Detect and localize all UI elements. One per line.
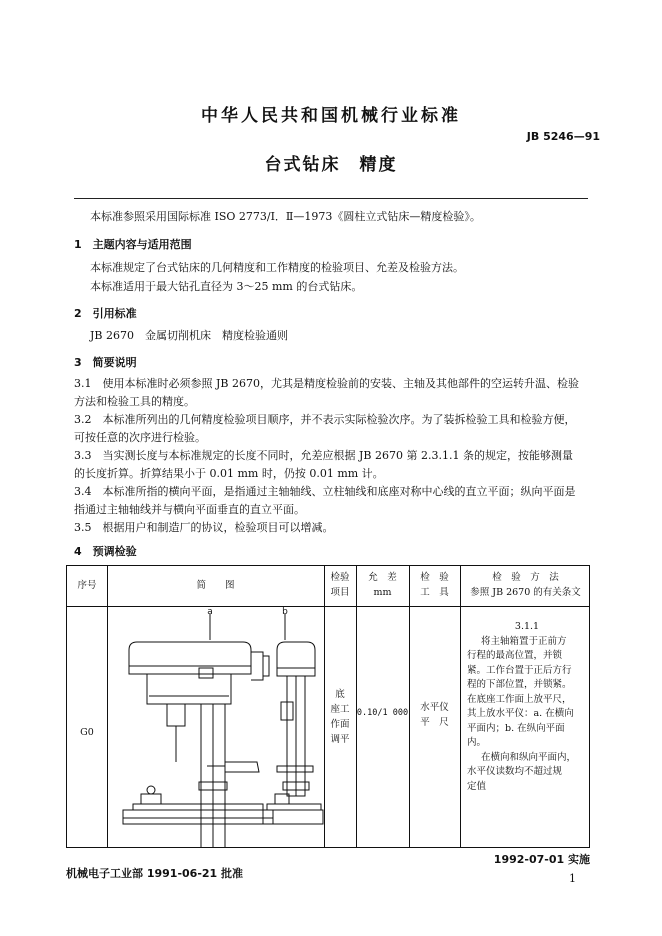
method-line-2: 行程的最高位置，并锁	[467, 650, 563, 661]
straightedge-a	[133, 804, 263, 810]
effective-date: 1992-07-01 实施	[493, 853, 590, 866]
section-1-para-1: 本标准规定了台式钻床的几何精度和工作精度的检验项目、允差及检验方法。	[90, 261, 464, 274]
section-1-para-2: 本标准适用于最大钻孔直径为 3～25 mm 的台式钻床。	[90, 280, 363, 293]
base-a	[123, 810, 273, 824]
clause-3-2-line-1: 3.2 本标准所列出的几何精度检验项目顺序，并不表示实际检验次序。为了装拆检验工具和检验方便，	[74, 413, 576, 426]
method-line-8: 内。	[467, 737, 487, 748]
method-ref: 3.1.1	[514, 621, 540, 632]
method-line-11: 定值	[467, 780, 487, 792]
row-number: G0	[80, 727, 94, 738]
header-method-2: 参照 JB 2670 的有关条文	[470, 587, 581, 598]
method-text	[467, 620, 587, 794]
section-4-heading: 4 预调检验	[74, 545, 137, 558]
document-title: 台式钻床 精度	[264, 155, 398, 175]
spindle-sleeve-a	[167, 704, 185, 726]
method-line-3: 紧。工作台置于正后方行	[467, 664, 572, 676]
page-number: 1	[569, 872, 576, 885]
method-line-9: 在横向和纵向平面内，	[481, 751, 577, 763]
tool-line-1: 水平仪	[420, 702, 449, 713]
tolerance-value: 0.10/1 000	[356, 708, 409, 718]
clause-3-3-line-1: 3.3 当实测长度与本标准规定的长度不同时，允差应根据 JB 2670 第 2.3.1.1 条的规定，按能够测量	[74, 449, 573, 462]
org-title: 中华人民共和国机械行业标准	[201, 106, 461, 126]
motor-a	[147, 674, 231, 704]
clause-3-1-line-1: 3.1 使用本标准时必须参照 JB 2670，尤其是精度检验前的安装、主轴及其他部件的空运转升温、检验	[74, 377, 579, 390]
tool-line-2: 平 尺	[420, 717, 449, 728]
clause-3-4-line-2: 指通过主轴轴线并与横向平面垂直的直立平面。	[74, 503, 305, 516]
side-crank-a	[251, 652, 263, 680]
method-line-5: 在底座工作面上放平尺，	[467, 693, 572, 705]
item-line-3: 作面	[330, 719, 350, 730]
clause-3-2-line-2: 可按任意的次序进行检验。	[74, 431, 206, 444]
header-no: 序号	[77, 580, 97, 591]
crank-knob-a	[263, 656, 269, 676]
method-line-1: 将主轴箱置于正前方	[481, 635, 567, 647]
clause-3-3-line-2: 的长度折算。折算结果小于 0.01 mm 时，仍按 0.01 mm 计。	[74, 467, 384, 480]
intro-paragraph: 本标准参照采用国际标准 ISO 2773/Ⅰ．Ⅱ—1973《圆柱立式钻床—精度检验》。	[90, 210, 481, 223]
section-3-heading: 3 简要说明	[74, 356, 137, 369]
head-b	[277, 642, 315, 676]
item-line-2: 座工	[330, 704, 350, 715]
handle-box-a	[199, 668, 213, 678]
section-2-para-1: JB 2670 金属切削机床 精度检验通则	[90, 329, 288, 342]
base-b	[263, 810, 323, 824]
head-a	[129, 642, 251, 674]
method-line-6: 其上放水平仪：a. 在横向	[467, 708, 574, 719]
header-item-2: 项目	[330, 587, 350, 598]
level-block-a	[141, 794, 161, 804]
item-line-1: 底	[335, 689, 345, 700]
clause-3-5: 3.5 根据用户和制造厂的协议，检验项目可以增减。	[74, 521, 334, 534]
section-2-heading: 2 引用标准	[74, 307, 137, 320]
drill-press-figure	[107, 606, 324, 848]
header-figure: 简 图	[196, 580, 235, 591]
header-tool-2: 工 具	[420, 587, 449, 598]
header-method-1: 检 验 方 法	[492, 572, 559, 583]
clause-3-1-line-2: 方法和检验工具的精度。	[74, 395, 195, 408]
col-divider	[460, 566, 461, 847]
method-line-7: 平面内；b. 在纵向平面	[467, 722, 565, 734]
header-tolerance-1: 允 差	[368, 572, 397, 583]
method-line-10: 水平仪读数均不超过规	[467, 766, 563, 777]
clause-3-4-line-1: 3.4 本标准所指的横向平面，是指通过主轴轴线、立柱轴线和底座对称中心线的直立平面；纵向平面是	[74, 485, 576, 498]
straightedge-b	[267, 804, 321, 810]
header-item-1: 检验	[330, 572, 350, 583]
header-tool-1: 检 验	[420, 572, 449, 583]
header-rule	[74, 198, 588, 199]
table-b	[277, 766, 313, 772]
level-knob-a	[147, 786, 155, 794]
approval-line: 机械电子工业部 1991-06-21 批准	[66, 867, 244, 880]
section-1-heading: 1 主题内容与适用范围	[74, 238, 192, 251]
standard-number: JB 5246—91	[526, 130, 600, 143]
figure-label-b: b	[282, 607, 288, 617]
method-line-4: 程的下部位置，并锁紧。	[467, 679, 572, 690]
header-tolerance-2: mm	[373, 587, 392, 598]
figure-label-a: a	[207, 607, 213, 617]
item-line-4: 调平	[330, 734, 350, 745]
table-a	[225, 762, 259, 772]
